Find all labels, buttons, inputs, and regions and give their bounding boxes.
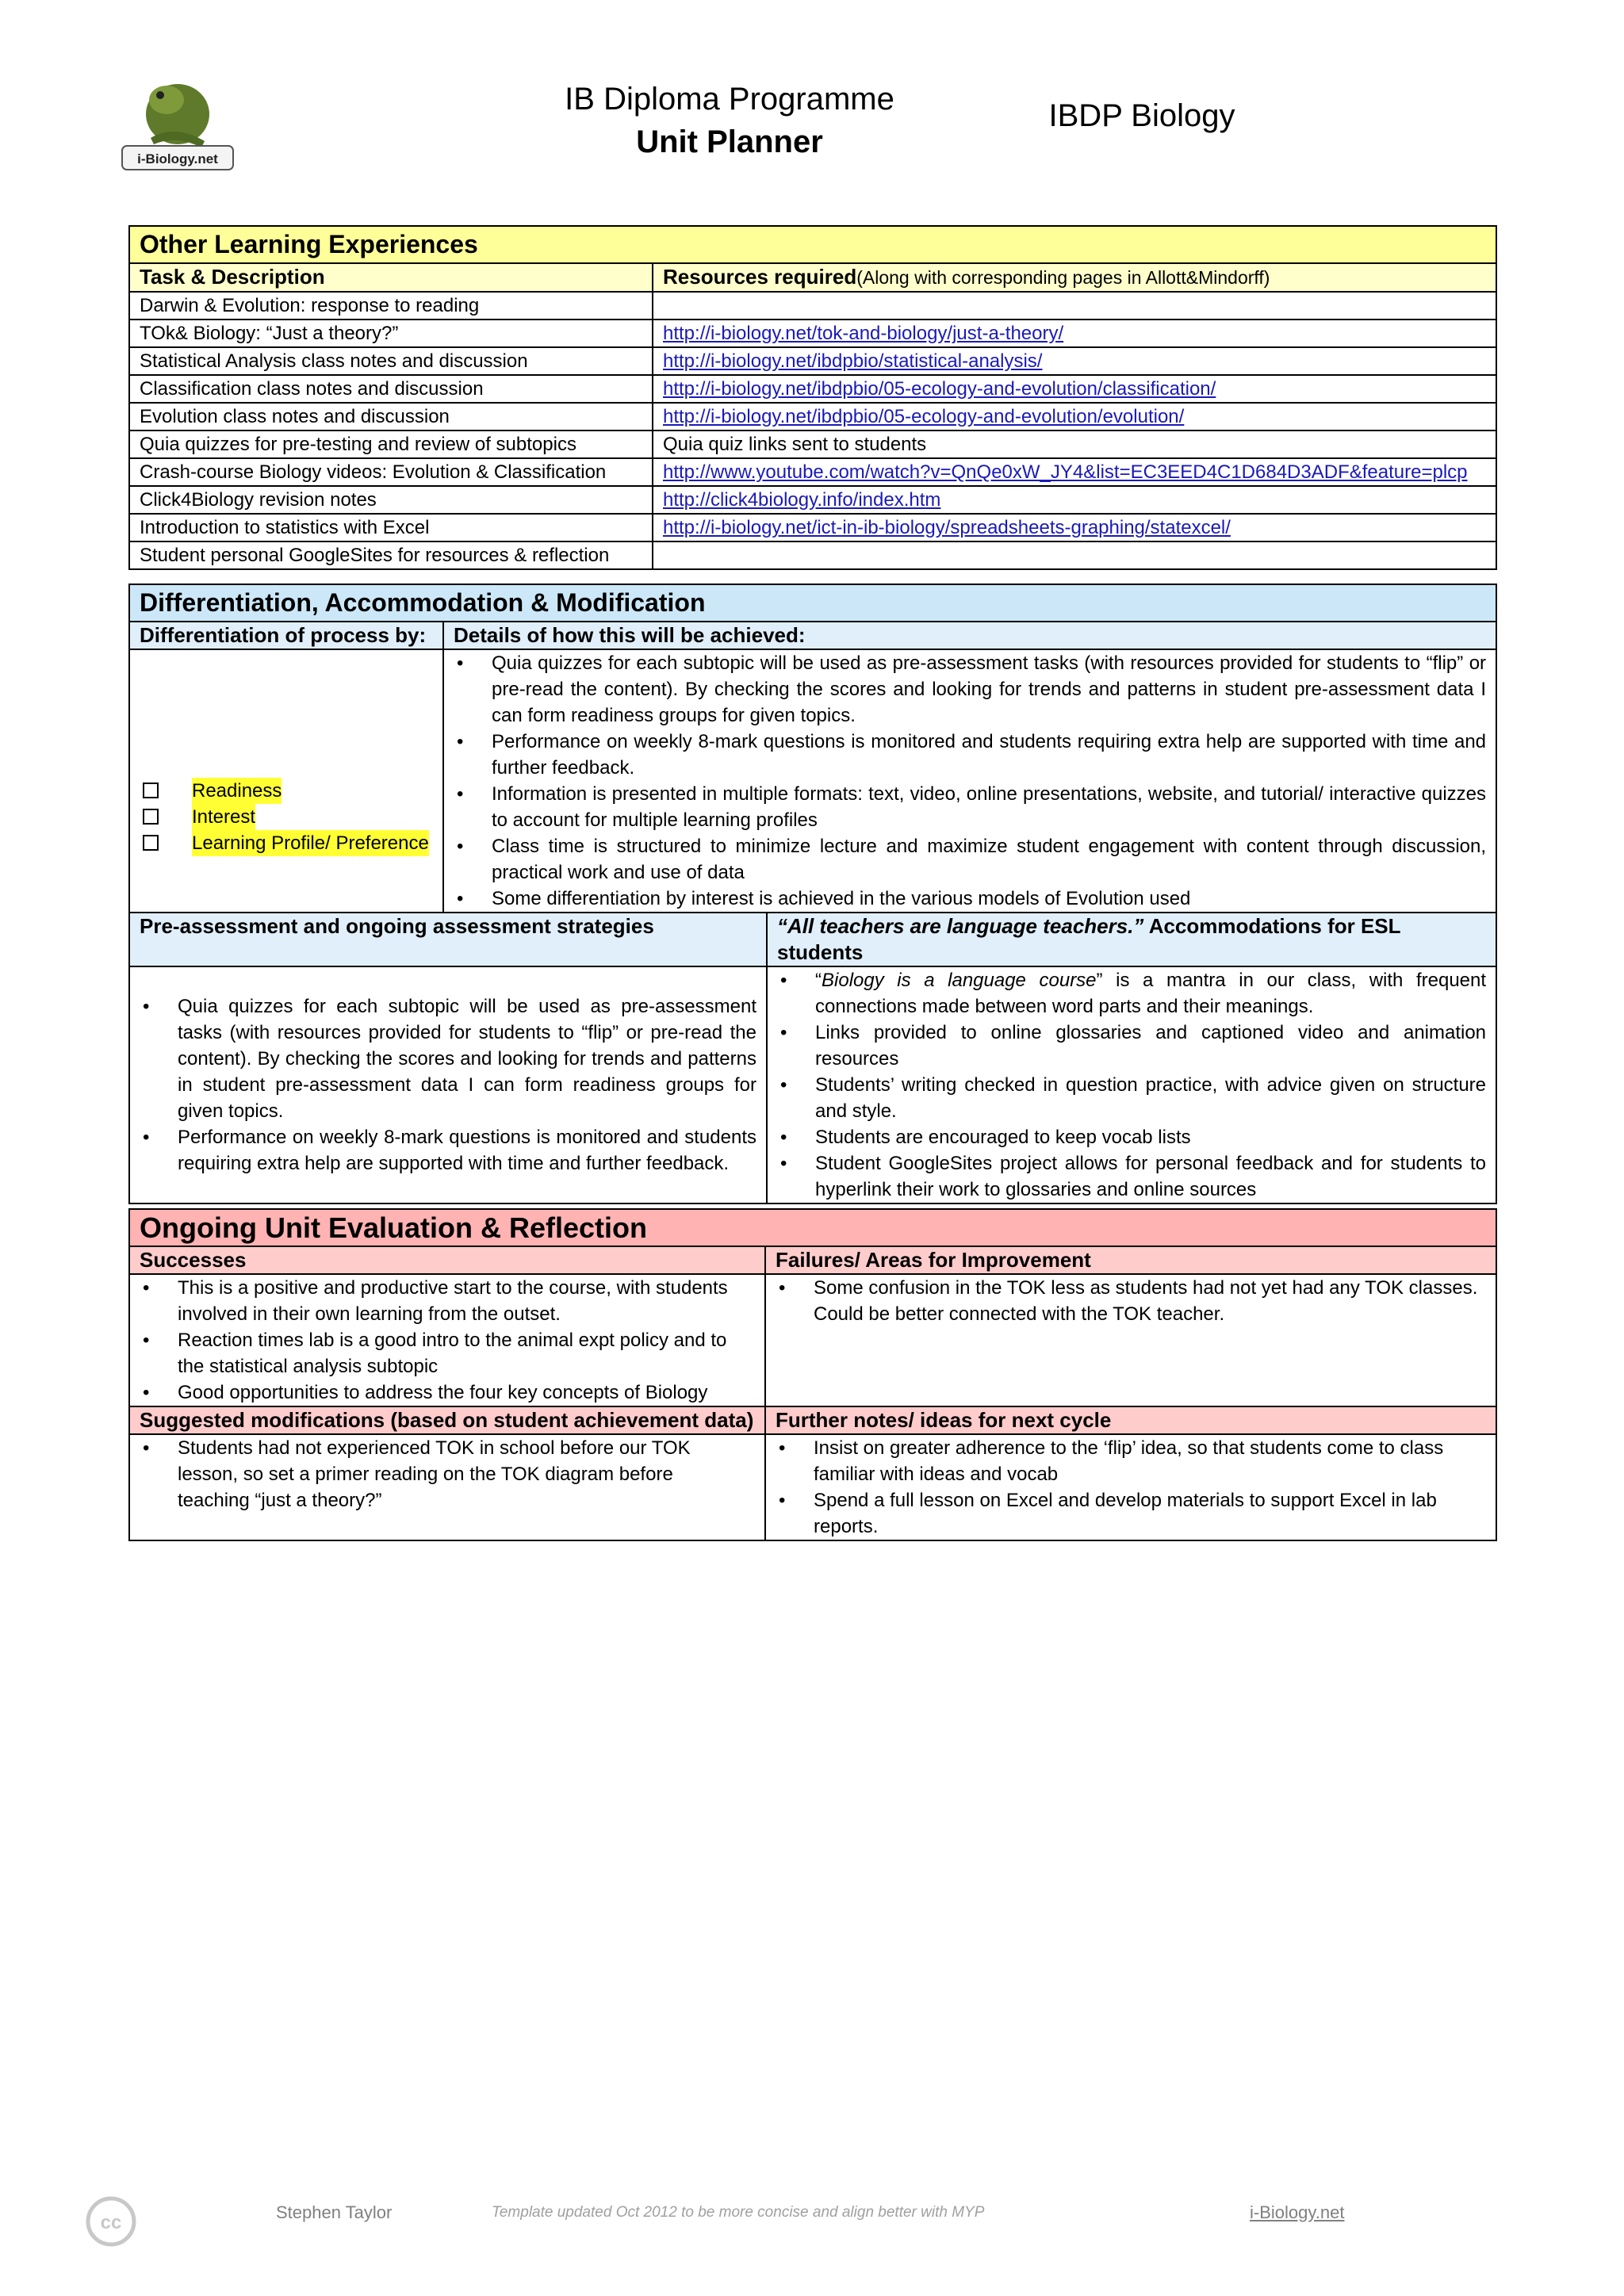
option-label: Readiness [192, 778, 282, 804]
ole-resource-link[interactable]: http://i-biology.net/ict-in-ib-biology/spreadsheets-graphing/statexcel/ [663, 517, 1231, 538]
list-item [815, 967, 1486, 1020]
esl-title-rest: Accommodations for ESL students [777, 914, 1401, 964]
i-biology-logo [119, 68, 236, 174]
list-item: • Spend a full lesson on Excel and develop materials to support Excel in lab reports. [814, 1487, 1486, 1540]
list-item: • Reaction times lab is a good intro to the animal expt policy and to the statistical analysis subtopic [178, 1327, 745, 1380]
programme-title: IB Diploma Programme [565, 82, 894, 117]
svg-text:i-Biology.net: i-Biology.net [137, 151, 218, 166]
list-item: • Class time is structured to minimize lecture and maximize student engagement with content through discussion, practical work and use of data [492, 833, 1486, 886]
checkbox[interactable] [143, 783, 159, 798]
checkbox[interactable] [143, 809, 159, 825]
ole-resource-link[interactable]: http://i-biology.net/tok-and-biology/just-a-theory/ [663, 323, 1064, 344]
ole-task: TOk& Biology: “Just a theory?” [129, 320, 653, 347]
dam-col-details: Details of how this will be achieved: [443, 622, 1496, 649]
other-learning-table [128, 225, 1497, 570]
ole-resource: Quia quiz links sent to students [653, 430, 1496, 458]
ole-resource-link[interactable]: http://www.youtube.com/watch?v=QnQe0xW_JY4&list=EC3EED4C1D684D3ADF&feature=plcp [663, 461, 1468, 483]
table-row [129, 486, 1496, 514]
table-row [129, 430, 1496, 458]
list-item: • Performance on weekly 8-mark questions is monitored and students requiring extra help are supported with time and further feedback. [492, 729, 1486, 781]
footer-site-link[interactable]: i-Biology.net [1250, 2202, 1345, 2222]
ole-resource-link[interactable]: http://i-biology.net/ibdpbio/statistical-analysis/ [663, 350, 1043, 372]
list-item: • Good opportunities to address the four key concepts of Biology [178, 1380, 745, 1406]
option-learning-profile[interactable] [140, 830, 433, 856]
list-item: • Insist on greater adherence to the ‘flip’ idea, so that students come to class familiar with ideas and vocab [814, 1435, 1486, 1487]
differentiation-table [128, 584, 1497, 1204]
creative-commons-icon [86, 2196, 136, 2247]
dam-details-list [454, 650, 1486, 912]
table-row [129, 375, 1496, 403]
quote-mark: “ [815, 970, 822, 991]
preassess-list [140, 993, 756, 1177]
ole-resource [653, 541, 1496, 569]
esl-title-quote: “All teachers are language teachers.” [777, 914, 1144, 938]
list-item: • Student GoogleSites project allows for personal feedback and for students to hyperlink their work to glossaries and online sources [815, 1150, 1486, 1203]
eval-title: Ongoing Unit Evaluation & Reflection [129, 1209, 1496, 1246]
table-row [129, 458, 1496, 486]
ole-task: Introduction to statistics with Excel [129, 514, 653, 541]
list-item: • Quia quizzes for each subtopic will be used as pre-assessment tasks (with resources provided for students to “flip” or pre-read the content). By checking the scores and looking for trends and patterns in student pre-assessment data I can form readiness groups for given topics. [178, 993, 756, 1124]
checkbox[interactable] [143, 835, 159, 851]
svg-text:cc: cc [100, 2212, 122, 2233]
ole-col-resources-note: (Along with corresponding pages in Allott&Mindorff) [856, 267, 1270, 288]
failures-list [776, 1275, 1486, 1327]
list-item: • Students’ writing checked in question practice, with advice given on structure and style. [815, 1072, 1486, 1124]
dam-col-process: Differentiation of process by: [129, 622, 443, 649]
ole-task: Crash-course Biology videos: Evolution & Classification [129, 458, 653, 486]
header-title-block [508, 78, 952, 163]
mods-list [140, 1435, 755, 1513]
list-item: • Students are encouraged to keep vocab lists [815, 1124, 1486, 1150]
esl-list [777, 967, 1486, 1203]
notes-list [776, 1435, 1486, 1540]
option-interest[interactable] [140, 804, 433, 830]
preassess-title: Pre-assessment and ongoing assessment strategies [129, 913, 767, 966]
ole-task: Classification class notes and discussion [129, 375, 653, 403]
option-label: Learning Profile/ Preference [192, 830, 429, 856]
ole-task: Click4Biology revision notes [129, 486, 653, 514]
ole-resource [653, 292, 1496, 320]
footer-note: Template updated Oct 2012 to be more concise and align better with MYP [492, 2204, 985, 2221]
course-title: IBDP Biology [1048, 98, 1235, 133]
failures-title: Failures/ Areas for Improvement [765, 1246, 1496, 1274]
planner-title: Unit Planner [636, 124, 823, 159]
evaluation-table [128, 1208, 1497, 1541]
ole-col-resources [653, 263, 1496, 292]
ole-task: Evolution class notes and discussion [129, 403, 653, 430]
successes-title: Successes [129, 1246, 765, 1274]
list-item: • Quia quizzes for each subtopic will be used as pre-assessment tasks (with resources provided for students to “flip” or pre-read the content). By checking the scores and looking for trends and patterns in student pre-assessment data I can form readiness groups for given topics. [492, 650, 1486, 729]
table-row [129, 514, 1496, 541]
ole-resource-link[interactable]: http://i-biology.net/ibdpbio/05-ecology-and-evolution/evolution/ [663, 406, 1185, 427]
table-row [129, 403, 1496, 430]
ole-task: Student personal GoogleSites for resources & reflection [129, 541, 653, 569]
list-item: • This is a positive and productive start to the course, with students involved in their own learning from the outset. [178, 1275, 745, 1327]
option-readiness[interactable] [140, 778, 433, 804]
ole-resource-link[interactable]: http://i-biology.net/ibdpbio/05-ecology-and-evolution/classification/ [663, 378, 1216, 400]
esl-rest: ” is a mantra in our class, with frequent connections made between word parts and their meanings. [815, 970, 1487, 1017]
table-row [129, 541, 1496, 569]
list-item: • Links provided to online glossaries and captioned video and animation resources [815, 1020, 1486, 1072]
table-row [129, 292, 1496, 320]
table-row [129, 347, 1496, 375]
notes-title: Further notes/ ideas for next cycle [765, 1406, 1496, 1434]
list-item: • Information is presented in multiple formats: text, video, online presentations, website, and tutorial/ interactive quizzes to account for multiple learning profiles [492, 781, 1486, 833]
option-label: Interest [192, 804, 255, 830]
esl-italic: Biology is a language course [822, 970, 1097, 991]
ole-task: Darwin & Evolution: response to reading [129, 292, 653, 320]
list-item: • Some differentiation by interest is achieved in the various models of Evolution used [492, 886, 1486, 912]
list-item: • Some confusion in the TOK less as students had not yet had any TOK classes. Could be better connected with the TOK teacher. [814, 1275, 1486, 1327]
footer-author: Stephen Taylor [276, 2202, 393, 2222]
ole-title: Other Learning Experiences [129, 226, 1496, 263]
list-item: • Students had not experienced TOK in school before our TOK lesson, so set a primer reading on the TOK diagram before teaching “just a theory?” [178, 1435, 723, 1513]
mods-title: Suggested modifications (based on student achievement data) [129, 1406, 765, 1434]
successes-list [140, 1275, 755, 1406]
esl-title [767, 913, 1496, 966]
ole-col-resources-label: Resources required [663, 265, 857, 289]
ole-task: Quia quizzes for pre-testing and review of subtopics [129, 430, 653, 458]
dam-title: Differentiation, Accommodation & Modification [129, 584, 1496, 622]
table-row [129, 320, 1496, 347]
ole-task: Statistical Analysis class notes and discussion [129, 347, 653, 375]
list-item: • Performance on weekly 8-mark questions is monitored and students requiring extra help are supported with time and further feedback. [178, 1124, 756, 1177]
ole-resource-link[interactable]: http://click4biology.info/index.htm [663, 489, 941, 511]
ole-col-task: Task & Description [129, 263, 653, 292]
differentiation-options [140, 778, 433, 856]
